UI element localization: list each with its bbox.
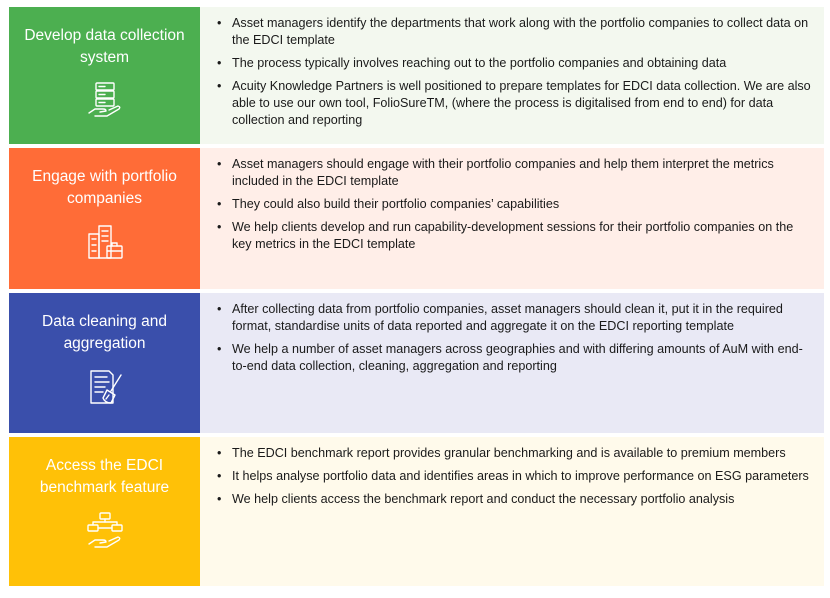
document-brush-icon [83,365,127,409]
bullet-item: • After collecting data from portfolio companies, asset managers should clean it, put it in the required format, standardise units of data reported and aggregate it on the EDCI reporting template [212,301,812,335]
bullet-item: • We help a number of asset managers across geographies and with differing amounts of AuM with end-to-end data collection, cleaning, aggregation and reporting [212,341,812,375]
step-title: Develop data collection system [24,27,185,66]
bullet-item: • The EDCI benchmark report provides granular benchmarking and is available to premium members [212,445,812,462]
step-data-cleaning-aggregation [9,293,824,433]
bullet-item: • The process typically involves reaching out to the portfolio companies and obtaining data [212,55,812,72]
bullet-item: • We help clients access the benchmark report and conduct the necessary portfolio analysis [212,491,812,508]
bullet-item: • Asset managers identify the departments that work along with the portfolio companies to collect data on the EDCI template [212,15,812,49]
step-header [9,293,200,433]
server-hand-icon [83,79,127,123]
step-header [9,148,200,289]
step-title: Data cleaning and aggregation [42,313,167,352]
step-title: Access the EDCI benchmark feature [39,457,170,496]
bullet-item: • It helps analyse portfolio data and identifies areas in which to improve performance on ESG parameters [212,468,812,485]
step-develop-data-collection [9,7,824,144]
process-table [9,7,824,586]
bullet-item: • Acuity Knowledge Partners is well positioned to prepare templates for EDCI data collection. We are also able to use our own tool, FolioSureTM, (where the process is digitalised from end to end) for data collection and reporting [212,78,812,129]
step-details [200,293,824,433]
step-details [200,437,824,586]
step-title: Engage with portfolio companies [32,168,177,207]
step-header [9,437,200,586]
step-details [200,148,824,289]
buildings-briefcase-icon [83,220,127,264]
bullet-item: • They could also build their portfolio companies’ capabilities [212,196,812,213]
bullet-item: • Asset managers should engage with their portfolio companies and help them interpret the metrics included in the EDCI template [212,156,812,190]
step-details [200,7,824,144]
step-access-edci-benchmark [9,437,824,586]
step-header [9,7,200,144]
hand-flowchart-icon [83,509,127,553]
step-engage-portfolio-companies [9,148,824,289]
bullet-item: • We help clients develop and run capability-development sessions for their portfolio companies on the key metrics in the EDCI template [212,219,812,253]
